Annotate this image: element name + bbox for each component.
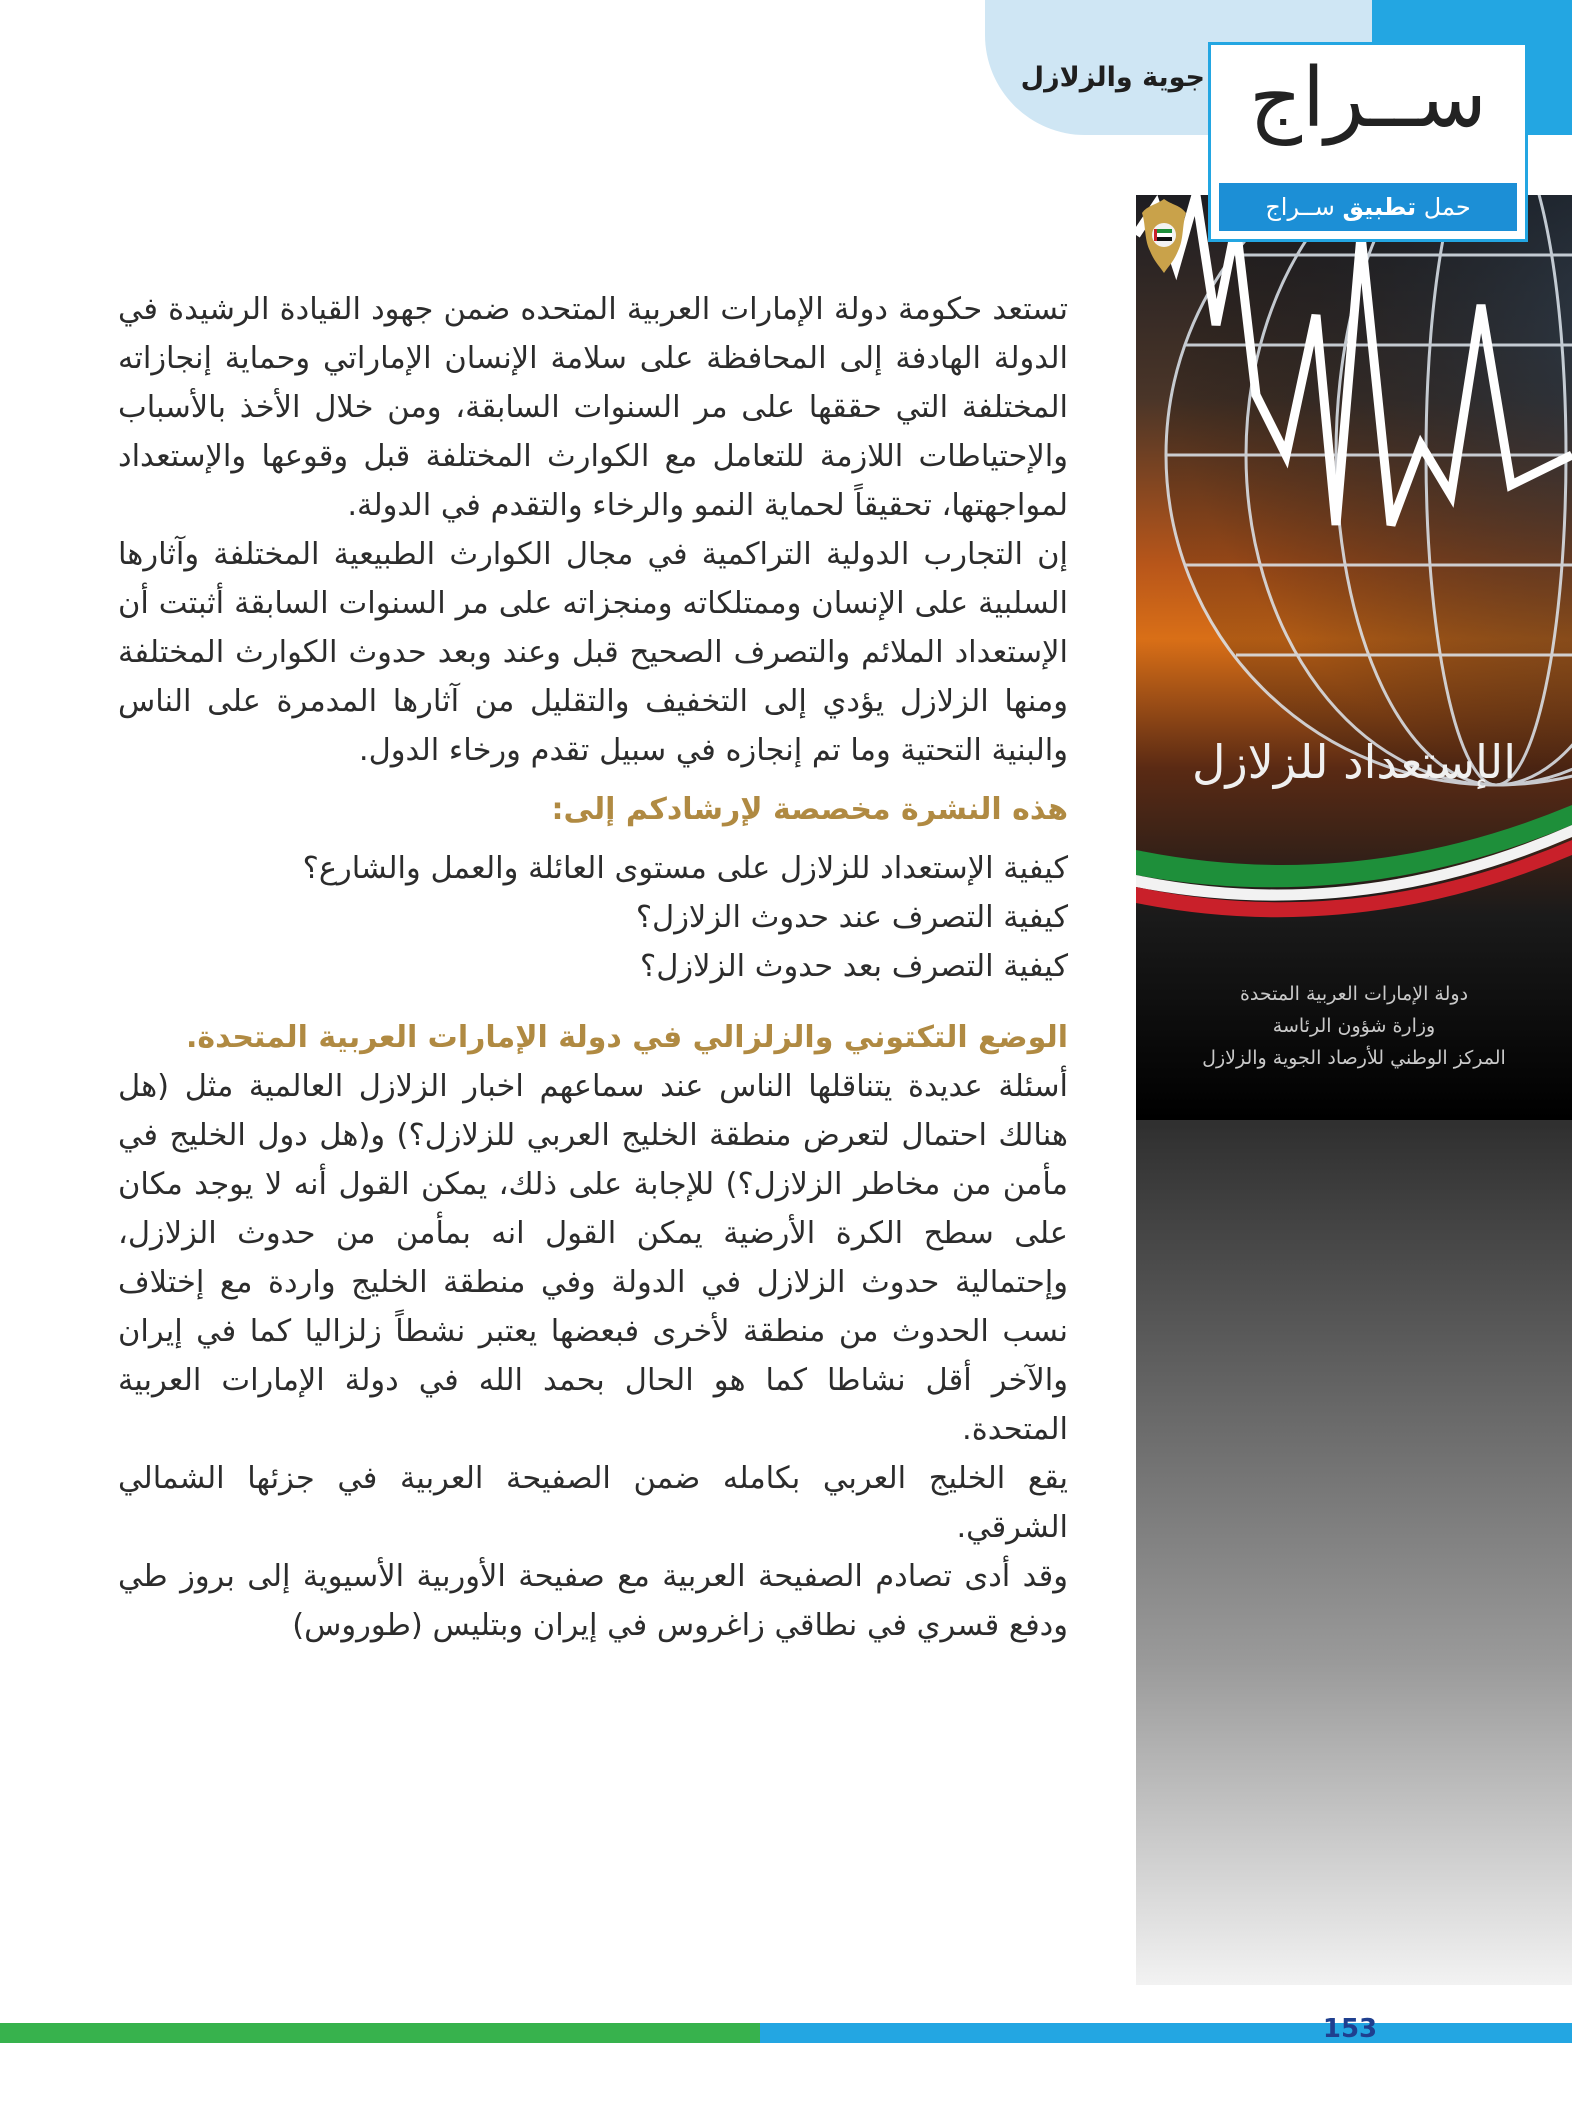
question-item: كيفية التصرف عند حدوث الزلازل؟ — [635, 900, 1068, 935]
article-body — [118, 285, 1068, 1650]
globe-seismograph-graphic — [1136, 195, 1572, 1120]
paragraph-intro: تستعد حكومة دولة الإمارات العربية المتحده ضمن جهود القيادة الرشيدة في الدولة الهادفة إلى المحافظة على سلامة الإنسان الإماراتي وحماية إنجازاته المختلفة التي حققها على مر السنوات السابقة، ومن خلال الأخذ بالأسباب والإحتياطات اللازمة للتعامل مع الكوارث المختلفة قبل وقوعها والإستعداد لمواجهتها، تحقيقاً لحماية النمو والرخاء والتقدم في الدولة. — [118, 292, 1068, 523]
logo-tag-suffix: ســراج — [1265, 193, 1335, 221]
heading-tectonic: الوضع التكتوني والزلزالي في دولة الإمارات العربية المتحدة. — [185, 1020, 1068, 1055]
siraj-logo[interactable] — [1208, 42, 1528, 242]
logo-word: ســراج — [1249, 51, 1487, 146]
paragraph-collision: وقد أدى تصادم الصفيحة العربية مع صفيحة الأوربية الأسيوية إلى بروز طي ودفع قسري في نطاقي زاغروس في إيران وبتليس (طوروس) — [118, 1559, 1068, 1643]
section-title: جوية والزلازل — [1020, 62, 1205, 93]
footer-green-bar — [0, 2023, 760, 2043]
uae-emblem-icon — [1136, 195, 1192, 275]
paragraph-questions: أسئلة عديدة يتناقلها الناس عند سماعهم اخبار الزلازل العالمية مثل (هل هنالك احتمال لتعرض منطقة الخليج العربي للزلازل؟) و(هل دول الخليج في مأمن من مخاطر الزلازل؟) للإجابة على ذلك، يمكن القول أنه لا يوجد مكان على سطح الكرة الأرضية يمكن القول انه بمأمن من حدوث الزلازل، وإحتمالية حدوث الزلازل في الدولة وفي منطقة الخليج واردة مع إختلاف نسب الحدوث من منطقة لأخرى فبعضها يعتبر نشطاً زلزاليا كما في إيران والآخر أقل نشاطا كما هو الحال بحمد الله في دولة الإمارات العربية المتحدة. — [118, 1069, 1068, 1447]
cover-line-2: وزارة شؤون الرئاسة — [1272, 1015, 1436, 1037]
question-item: كيفية الإستعداد للزلازل على مستوى العائلة والعمل والشارع؟ — [302, 851, 1068, 886]
cover-line-3: المركز الوطني للأرصاد الجوية والزلازل — [1202, 1047, 1506, 1069]
page-number: 153 — [1322, 2014, 1378, 2044]
paragraph-experience: إن التجارب الدولية التراكمية في مجال الكوارث الطبيعية المختلفة وآثارها السلبية على الإنسان وممتلكاته ومنجزاته على مر السنوات السابقة أثبتت أن الإستعداد الملائم والتصرف الصحيح قبل وعند وبعد حدوث الكوارث المختلفة ومنها الزلازل يؤدي إلى التخفيف والتقليل من آثارها المدمرة على الناس والبنية التحتية وما تم إنجازه في سبيل تقدم ورخاء الدول. — [118, 537, 1068, 768]
logo-tag-bold: تطبيق — [1342, 193, 1417, 221]
logo-tag-prefix: حمل — [1423, 193, 1471, 221]
question-item: كيفية التصرف بعد حدوث الزلازل؟ — [640, 949, 1068, 984]
cover-title: الإستعداد للزلازل — [1192, 735, 1516, 789]
heading-guidance: هذه النشرة مخصصة لإرشادكم إلى: — [551, 792, 1068, 827]
cover-line-1: دولة الإمارات العربية المتحدة — [1239, 983, 1469, 1005]
paragraph-arabian-plate: يقع الخليج العربي بكامله ضمن الصفيحة العربية في جزئها الشمالي الشرقي. — [118, 1461, 1068, 1545]
brochure-cover-image — [1136, 195, 1572, 1120]
logo-tagline — [1219, 183, 1517, 231]
footer-blue-bar — [760, 2023, 1572, 2043]
